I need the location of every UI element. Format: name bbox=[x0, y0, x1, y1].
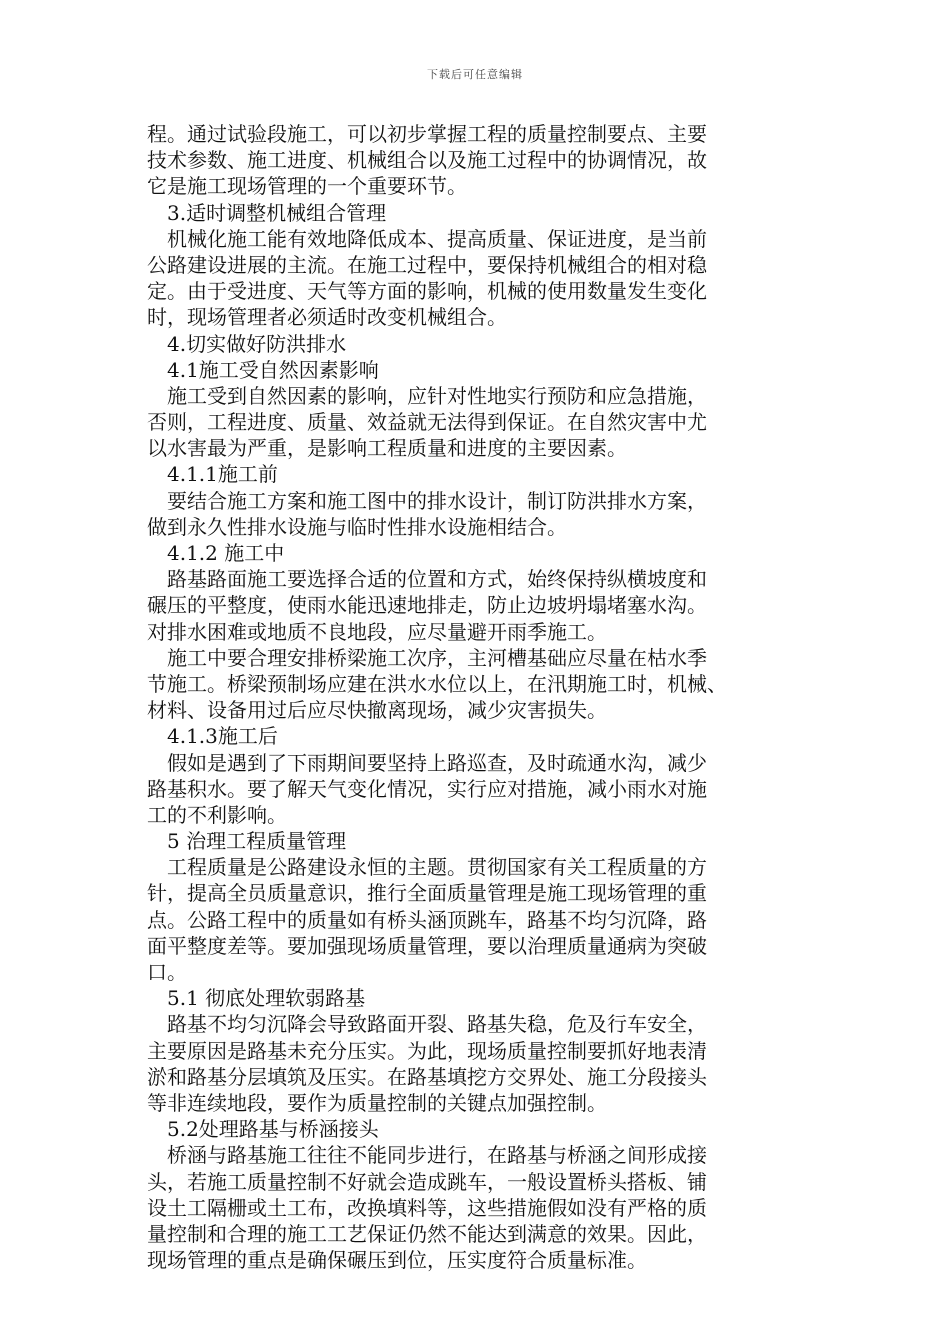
section-heading bbox=[147, 540, 797, 566]
text-line: 量控制和合理的施工工艺保证仍然不能达到满意的效果。因此， bbox=[147, 1221, 707, 1246]
paragraph bbox=[147, 645, 797, 724]
text-line: 假如是遇到了下雨期间要坚持上路巡查，及时疏通水沟，减少 bbox=[167, 750, 707, 775]
text-line: 程。通过试验段施工，可以初步掌握工程的质量控制要点、主要 bbox=[147, 122, 707, 146]
text-line: 要结合施工方案和施工图中的排水设计，制订防洪排水方案， bbox=[167, 488, 707, 513]
section-heading bbox=[147, 1116, 797, 1142]
text-line: 公路建设进展的主流。在施工过程中，要保持机械组合的相对稳 bbox=[147, 252, 707, 277]
paragraph bbox=[147, 854, 797, 985]
paragraph bbox=[147, 121, 797, 200]
text-line: 以水害最为严重，是影响工程质量和进度的主要因素。 bbox=[147, 436, 627, 461]
text-line: 工程质量是公路建设永恒的主题。贯彻国家有关工程质量的方 bbox=[167, 855, 707, 880]
section-heading bbox=[147, 200, 797, 226]
text-line: 口。 bbox=[147, 960, 187, 984]
text-line: 时，现场管理者必须适时改变机械组合。 bbox=[147, 305, 507, 330]
text-line: 做到永久性排水设施与临时性排水设施相结合。 bbox=[147, 514, 567, 539]
paragraph bbox=[147, 488, 797, 540]
paragraph bbox=[147, 566, 797, 645]
paragraph bbox=[147, 226, 797, 331]
text-line: 否则，工程进度、质量、效益就无法得到保证。在自然灾害中尤 bbox=[147, 410, 707, 435]
paragraph bbox=[147, 750, 797, 829]
text-line: 施工受到自然因素的影响，应针对性地实行预防和应急措施， bbox=[167, 383, 707, 408]
text-line: 材料、设备用过后应尽快撤离现场，减少灾害损失。 bbox=[147, 698, 607, 723]
text-line: 针，提高全员质量意识，推行全面质量管理是施工现场管理的重 bbox=[147, 881, 707, 906]
text-line: 碾压的平整度，使雨水能迅速地排走，防止边坡坍塌堵塞水沟。 bbox=[147, 593, 707, 618]
text-line: 路基路面施工要选择合适的位置和方式，始终保持纵横坡度和 bbox=[167, 567, 707, 592]
text-line: 面平整度差等。要加强现场质量管理，要以治理质量通病为突破 bbox=[147, 933, 707, 958]
text-line: 主要原因是路基未充分压实。为此，现场质量控制要抓好地表清 bbox=[147, 1038, 707, 1063]
text-line: 5 治理工程质量管理 bbox=[167, 829, 347, 854]
text-line: 桥涵与路基施工往往不能同步进行，在路基与桥涵之间形成接 bbox=[167, 1143, 707, 1168]
text-line: 4.1.2 施工中 bbox=[167, 541, 285, 565]
text-line: 节施工。桥梁预制场应建在洪水水位以上，在汛期施工时，机械、 bbox=[147, 671, 727, 696]
text-line: 路基积水。要了解天气变化情况，实行应对措施，减小雨水对施 bbox=[147, 776, 707, 801]
paragraph bbox=[147, 1011, 797, 1116]
paragraph bbox=[147, 1142, 797, 1273]
text-line: 它是施工现场管理的一个重要环节。 bbox=[147, 174, 467, 199]
section-heading bbox=[147, 828, 797, 854]
text-line: 点。公路工程中的质量如有桥头涵顶跳车，路基不均匀沉降，路 bbox=[147, 907, 707, 932]
text-line: 4.切实做好防洪排水 bbox=[167, 331, 347, 356]
section-heading bbox=[147, 723, 797, 749]
document-body bbox=[147, 121, 797, 1273]
text-line: 现场管理的重点是确保碾压到位，压实度符合质量标准。 bbox=[147, 1248, 647, 1273]
text-line: 3.适时调整机械组合管理 bbox=[167, 200, 387, 225]
page-header: 下载后可任意编辑 bbox=[427, 68, 523, 81]
text-line: 淤和路基分层填筑及压实。在路基填挖方交界处、施工分段接头 bbox=[147, 1064, 707, 1089]
text-line: 等非连续地段，要作为质量控制的关键点加强控制。 bbox=[147, 1090, 607, 1115]
section-heading bbox=[147, 357, 797, 383]
text-line: 5.2处理路基与桥涵接头 bbox=[167, 1117, 379, 1142]
text-line: 4.1施工受自然因素影响 bbox=[167, 357, 379, 382]
paragraph bbox=[147, 383, 797, 462]
text-line: 对排水困难或地质不良地段，应尽量避开雨季施工。 bbox=[147, 619, 607, 644]
text-line: 4.1.1施工前 bbox=[167, 462, 278, 487]
section-heading bbox=[147, 331, 797, 357]
text-line: 施工中要合理安排桥梁施工次序，主河槽基础应尽量在枯水季 bbox=[167, 645, 707, 670]
text-line: 5.1 彻底处理软弱路基 bbox=[167, 986, 366, 1011]
text-line: 头，若施工质量控制不好就会造成跳车，一般设置桥头搭板、铺 bbox=[147, 1169, 707, 1194]
text-line: 4.1.3施工后 bbox=[167, 724, 278, 749]
section-heading bbox=[147, 461, 797, 487]
text-line: 定。由于受进度、天气等方面的影响，机械的使用数量发生变化 bbox=[147, 279, 707, 304]
text-line: 技术参数、施工进度、机械组合以及施工过程中的协调情况，故 bbox=[147, 148, 707, 173]
section-heading bbox=[147, 985, 797, 1011]
text-line: 路基不均匀沉降会导致路面开裂、路基失稳，危及行车安全， bbox=[167, 1012, 707, 1037]
text-line: 机械化施工能有效地降低成本、提高质量、保证进度，是当前 bbox=[167, 226, 707, 251]
text-line: 工的不利影响。 bbox=[147, 802, 287, 827]
text-line: 设土工隔栅或土工布，改换填料等，这些措施假如没有严格的质 bbox=[147, 1195, 707, 1220]
